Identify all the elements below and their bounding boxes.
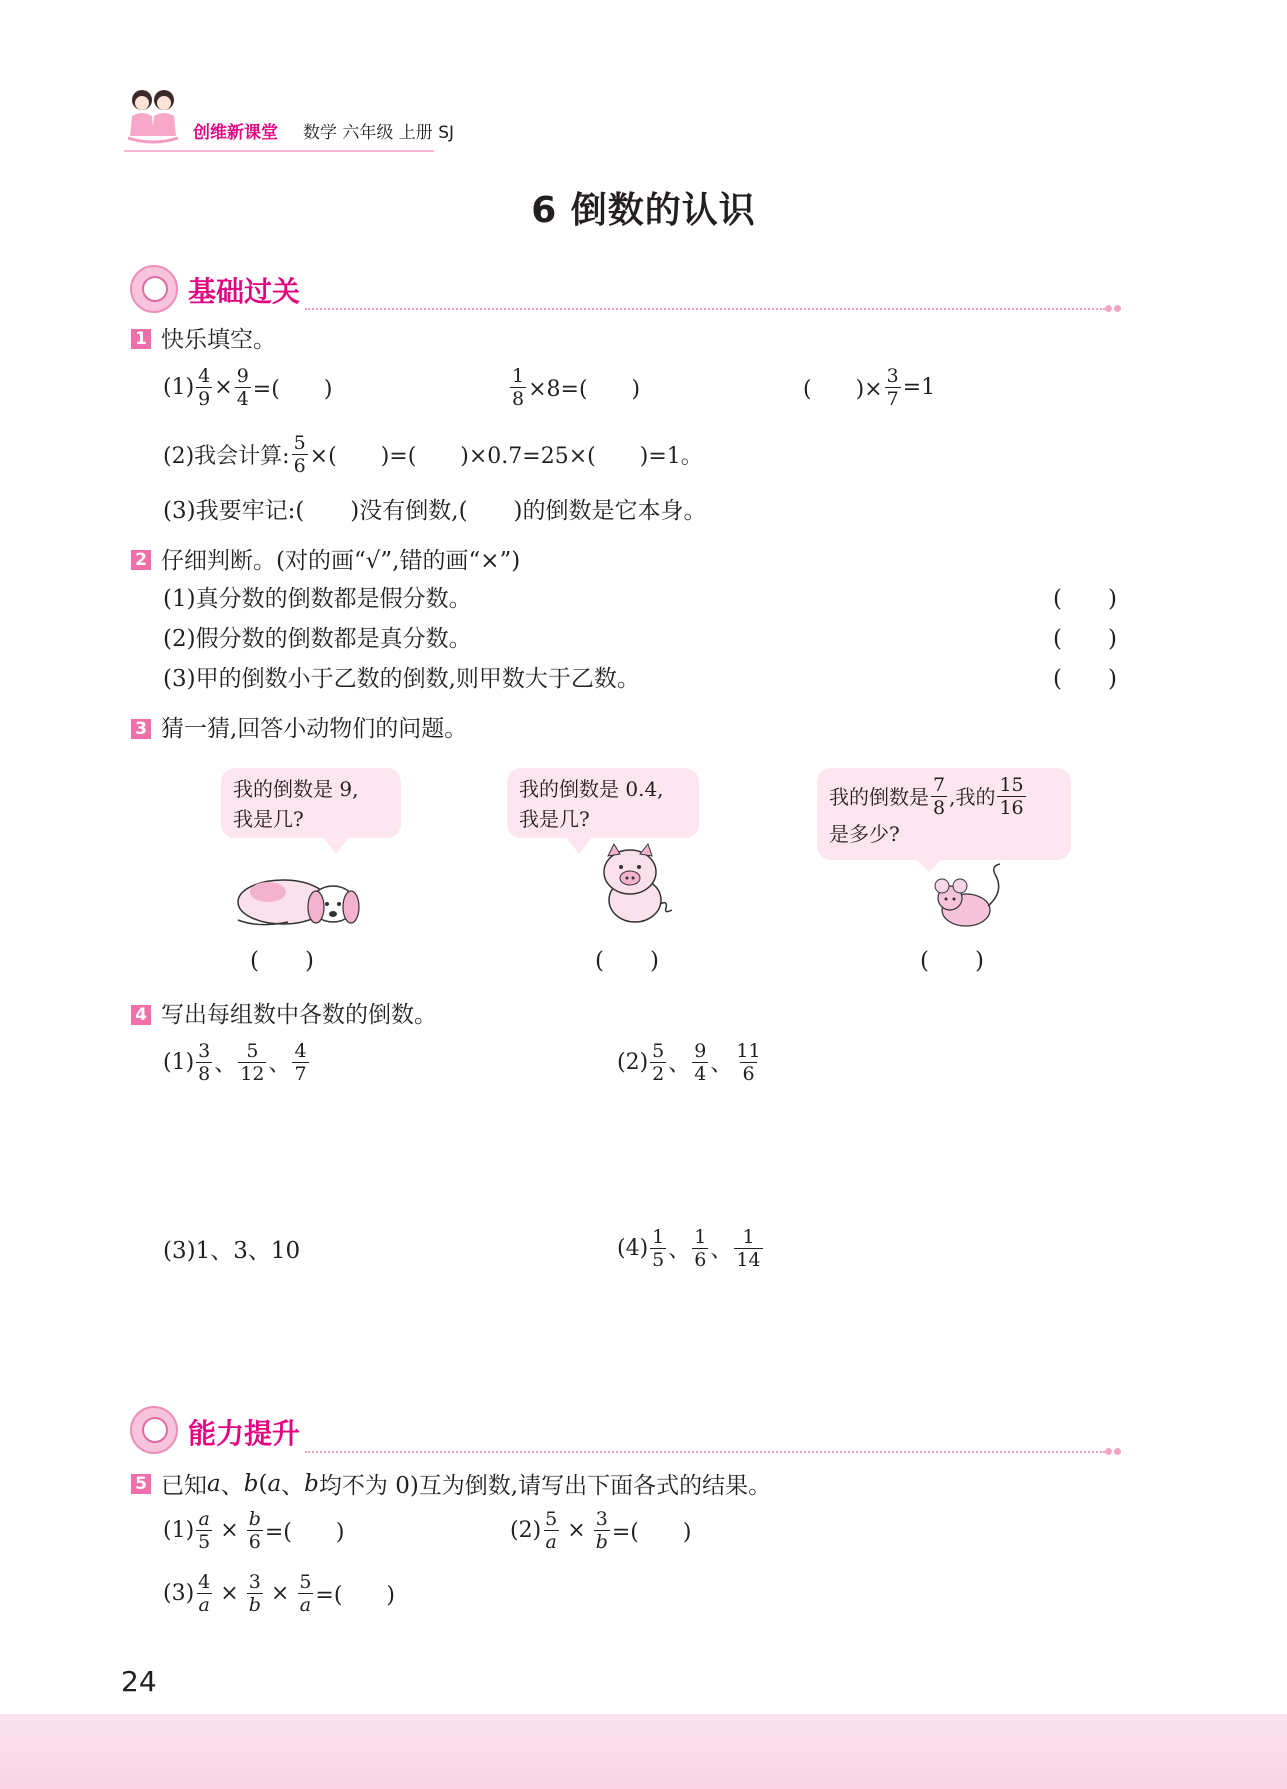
- fraction: $\frac{1}{6}$: [694, 1226, 707, 1271]
- q4-part4: [617, 1226, 765, 1271]
- q1-part2-tail[interactable]: ×( )=( )×0.7=25×( )=1。: [309, 444, 703, 469]
- q2-item-3: (3)甲的倒数小于乙数的倒数,则甲数大于乙数。: [163, 666, 640, 692]
- question-number-3: 3: [131, 719, 151, 739]
- q1-title: 快乐填空。: [161, 327, 276, 353]
- section-basic-title: 基础过关: [188, 275, 301, 308]
- fraction: $\frac{1}{8}$: [512, 365, 525, 410]
- fraction: $\frac{5}{12}$: [240, 1040, 265, 1085]
- answer-blank[interactable]: =( ): [611, 1520, 692, 1545]
- times-sign: ×: [214, 375, 233, 400]
- times-sign: ×: [567, 1518, 586, 1543]
- footer-band: [0, 1714, 1287, 1789]
- subject-info: 数学 六年级 上册 SJ: [303, 123, 455, 143]
- dog-speech-bubble: [221, 768, 401, 838]
- fraction: $\frac{3}{b}$: [248, 1571, 261, 1616]
- q1-part1-b: [508, 365, 640, 410]
- section-advanced-divider: [305, 1451, 1105, 1453]
- separator: 、: [668, 1238, 691, 1263]
- q4-label-2: (2): [617, 1050, 649, 1075]
- dog-icon: [228, 862, 378, 932]
- question-number-1: 1: [131, 329, 151, 349]
- q5-part1: [163, 1508, 344, 1553]
- q1-part1-a: [163, 365, 332, 410]
- answer-blank[interactable]: =( ): [264, 1520, 345, 1545]
- fraction: $\frac{7}{8}$: [933, 774, 946, 819]
- q2-answer-blank-1[interactable]: ( ): [1053, 586, 1117, 612]
- q4-part1: [163, 1040, 311, 1085]
- q2-item-2: (2)假分数的倒数都是真分数。: [163, 626, 472, 652]
- answer-blank[interactable]: =( ): [315, 1583, 396, 1608]
- q1-part2: [163, 432, 703, 477]
- q2-item-1: (1)真分数的倒数都是假分数。: [163, 586, 472, 612]
- q1-part2-head: (2)我会计算:: [163, 444, 290, 469]
- fraction: $\frac{5}{a}$: [545, 1508, 558, 1553]
- pig-icon: [590, 840, 680, 928]
- q4-label-4: (4): [617, 1236, 649, 1261]
- question-number-4: 4: [131, 1005, 151, 1025]
- fraction: $\frac{5}{2}$: [652, 1040, 665, 1085]
- fraction: $\frac{a}{5}$: [198, 1508, 211, 1553]
- mouse-line-2: 是多少?: [829, 822, 900, 846]
- fraction: $\frac{1}{14}$: [736, 1226, 761, 1271]
- fraction: $\frac{9}{4}$: [694, 1040, 707, 1085]
- q2-answer-blank-3[interactable]: ( ): [1053, 666, 1117, 692]
- q4-title: 写出每组数中各数的倒数。: [161, 1002, 437, 1028]
- fraction: $\frac{b}{6}$: [248, 1508, 261, 1553]
- fraction: $\frac{11}{6}$: [736, 1040, 761, 1085]
- section-basic-divider: [305, 308, 1105, 310]
- dog-bubble-tail: [322, 836, 350, 854]
- q3-title: 猜一猜,回答小动物们的问题。: [161, 716, 468, 742]
- fraction: $\frac{3}{b}$: [595, 1508, 608, 1553]
- fraction: $\frac{4}{7}$: [294, 1040, 307, 1085]
- question-number-5: 5: [131, 1474, 151, 1494]
- separator: 、: [710, 1052, 733, 1077]
- fraction: $\frac{3}{8}$: [198, 1040, 211, 1085]
- times-sign: ×: [220, 1518, 239, 1543]
- mouse-line-1: 我的倒数是 $\frac{7}{8}$ ,我的 $\frac{15}{16}$: [829, 774, 1024, 819]
- answer-blank[interactable]: =( ): [252, 377, 333, 402]
- q5-part2: [510, 1508, 691, 1553]
- section-advanced-dots: [1105, 1440, 1123, 1459]
- fraction: $\frac{3}{7}$: [886, 365, 899, 410]
- q2-title: 仔细判断。(对的画“√”,错的画“×”): [161, 548, 521, 574]
- page-title: 6 倒数的认识: [531, 190, 756, 231]
- question-number-2: 2: [131, 550, 151, 570]
- separator: 、: [214, 1052, 237, 1077]
- kids-logo-icon: [124, 86, 182, 148]
- pig-line-1: 我的倒数是 0.4,: [519, 777, 664, 801]
- fraction: $\frac{1}{5}$: [652, 1226, 665, 1271]
- separator: 、: [710, 1238, 733, 1263]
- q1-part3[interactable]: (3)我要牢记:( )没有倒数,( )的倒数是它本身。: [163, 498, 707, 524]
- mouse-answer-blank[interactable]: ( ): [920, 948, 984, 974]
- answer-blank[interactable]: ×8=( ): [528, 377, 641, 402]
- q5-label-1: (1): [163, 1518, 195, 1543]
- q2-answer-blank-2[interactable]: ( ): [1053, 626, 1117, 652]
- separator: 、: [668, 1052, 691, 1077]
- section-advanced-icon: [130, 1406, 178, 1454]
- header-divider: [124, 150, 434, 152]
- q1-part1-c: [803, 365, 935, 410]
- pig-answer-blank[interactable]: ( ): [595, 948, 659, 974]
- dog-answer-blank[interactable]: ( ): [250, 948, 314, 974]
- equals-one: =1: [902, 375, 936, 400]
- q4-part3: (3)1、3、10: [163, 1238, 301, 1264]
- q5-title: 已知 a 、 b ( a 、 b 均不为 0)互为倒数,请写出下面各式的结果。: [161, 1470, 772, 1499]
- q4-part2: [617, 1040, 765, 1085]
- fraction: $\frac{4}{a}$: [198, 1571, 211, 1616]
- fraction: $\frac{5}{6}$: [293, 432, 306, 477]
- fraction: $\frac{15}{16}$: [999, 774, 1024, 819]
- q4-label-1: (1): [163, 1050, 195, 1075]
- fraction: $\frac{5}{a}$: [299, 1571, 312, 1616]
- pig-speech-bubble: [507, 768, 699, 838]
- answer-blank[interactable]: ( )×: [803, 377, 883, 402]
- q1-label-1: (1): [163, 375, 195, 400]
- section-basic-icon: [130, 265, 178, 313]
- pig-line-2: 我是几?: [519, 807, 590, 831]
- page-number: 24: [121, 1665, 157, 1698]
- q5-label-3: (3): [163, 1581, 195, 1606]
- fraction: $\frac{9}{4}$: [236, 365, 249, 410]
- pig-bubble-tail: [565, 836, 593, 854]
- fraction: $\frac{4}{9}$: [198, 365, 211, 410]
- q5-part3: [163, 1571, 395, 1616]
- section-advanced-title: 能力提升: [188, 1417, 301, 1450]
- mouse-speech-bubble: [817, 768, 1071, 860]
- dog-line-2: 我是几?: [233, 807, 304, 831]
- times-sign: ×: [270, 1581, 290, 1606]
- q5-label-2: (2): [510, 1518, 542, 1543]
- dog-line-1: 我的倒数是 9,: [233, 777, 359, 801]
- separator: 、: [268, 1052, 291, 1077]
- section-basic-dots: [1105, 297, 1123, 316]
- mouse-icon: [930, 862, 1010, 932]
- times-sign: ×: [220, 1581, 239, 1606]
- brand-name: 创维新课堂: [193, 123, 278, 143]
